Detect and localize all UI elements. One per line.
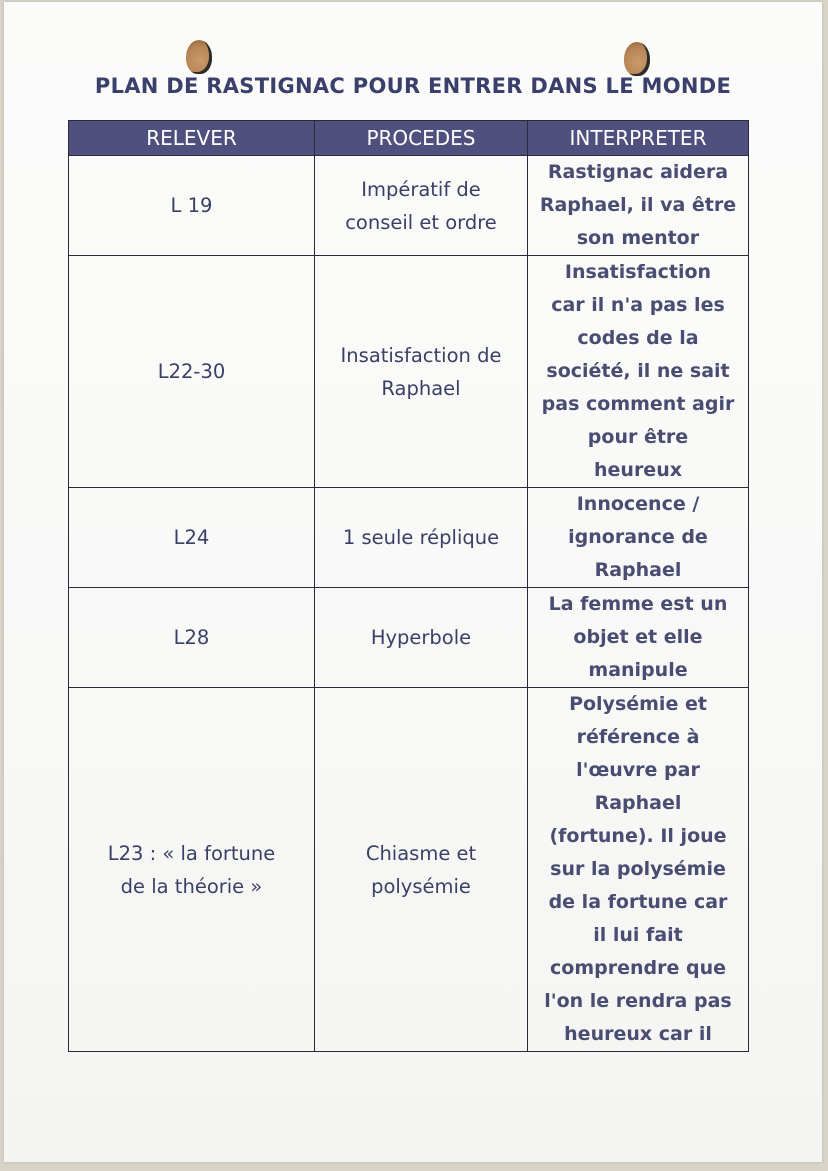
column-header-procedes: PROCEDES bbox=[315, 121, 528, 156]
punch-hole-icon bbox=[186, 40, 212, 74]
punch-hole-icon bbox=[624, 42, 650, 76]
cell-relever: L22-30 bbox=[69, 256, 315, 488]
table-row bbox=[69, 488, 749, 588]
cell-relever: L24 bbox=[69, 488, 315, 588]
cell-relever: L 19 bbox=[69, 156, 315, 256]
page-title: PLAN DE RASTIGNAC POUR ENTRER DANS LE MONDE bbox=[94, 74, 732, 98]
cell-interpreter: Rastignac aidera Raphael, il va être son mentor bbox=[528, 156, 749, 256]
cell-procedes: Impératif de conseil et ordre bbox=[315, 156, 528, 256]
cell-procedes: Insatisfaction de Raphael bbox=[315, 256, 528, 488]
analysis-table bbox=[68, 120, 749, 1052]
cell-interpreter: Insatisfaction car il n'a pas les codes de la société, il ne sait pas comment agir pour être heureux bbox=[528, 256, 749, 488]
table-row bbox=[69, 688, 749, 1052]
cell-procedes: 1 seule réplique bbox=[315, 488, 528, 588]
cell-procedes: Hyperbole bbox=[315, 588, 528, 688]
table-row bbox=[69, 156, 749, 256]
table-row bbox=[69, 588, 749, 688]
cell-interpreter: La femme est un objet et elle manipule bbox=[528, 588, 749, 688]
cell-relever: L28 bbox=[69, 588, 315, 688]
cell-relever: L23 : « la fortune de la théorie » bbox=[69, 688, 315, 1052]
cell-procedes: Chiasme et polysémie bbox=[315, 688, 528, 1052]
cell-interpreter: Innocence / ignorance de Raphael bbox=[528, 488, 749, 588]
column-header-interpreter: INTERPRETER bbox=[528, 121, 749, 156]
cell-interpreter: Polysémie et référence à l'œuvre par Raphael (fortune). Il joue sur la polysémie de la fortune car il lui fait comprendre que l'on le rendra pas heureux car il bbox=[528, 688, 749, 1052]
table-row bbox=[69, 256, 749, 488]
column-header-relever: RELEVER bbox=[69, 121, 315, 156]
table-header-row bbox=[69, 121, 749, 156]
